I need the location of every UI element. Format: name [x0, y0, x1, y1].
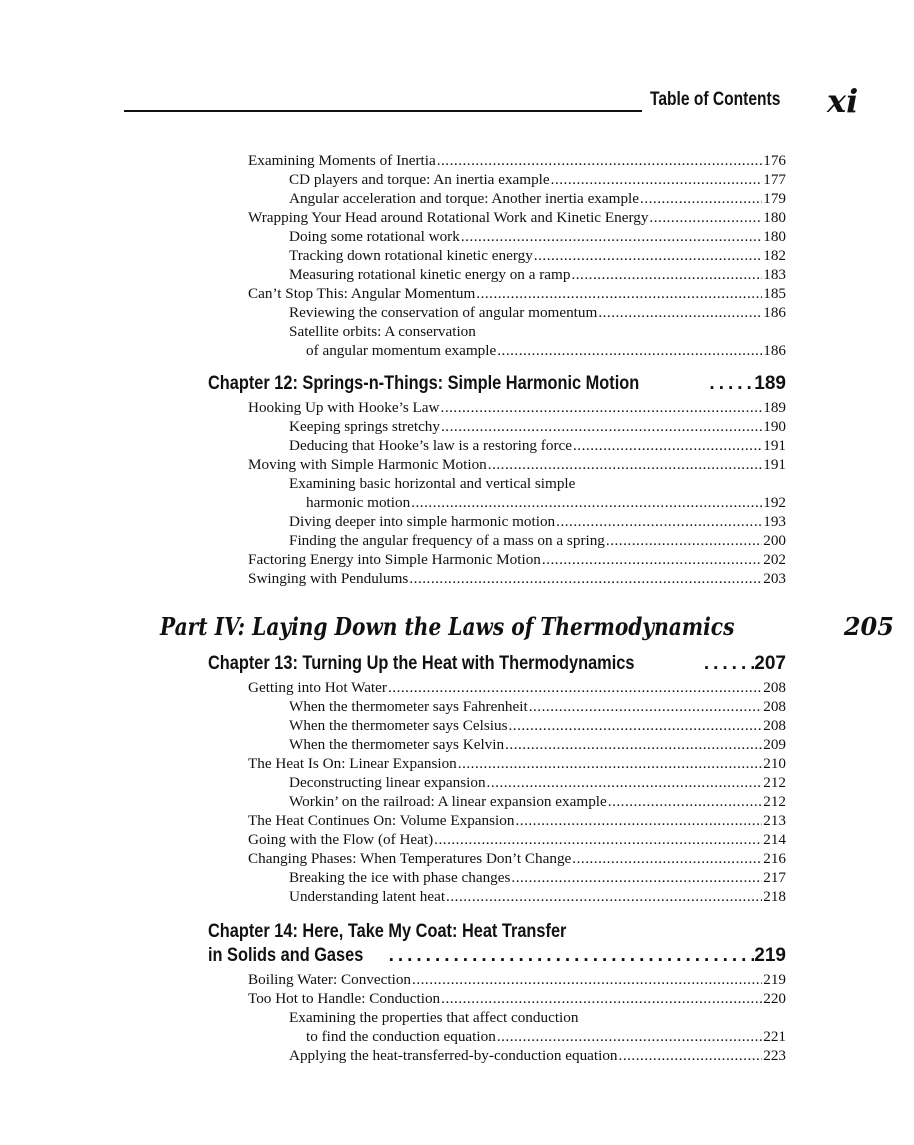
- dot-leader: [446, 887, 762, 906]
- entry-title: When the thermometer says Celsius: [289, 717, 508, 734]
- part-page: 205: [843, 612, 894, 641]
- dot-leader: [434, 830, 762, 849]
- dot-leader: [573, 436, 762, 455]
- entry-title: Deconstructing linear expansion: [289, 774, 486, 791]
- toc-entry[interactable]: [248, 284, 786, 303]
- entry-page: 186: [763, 304, 786, 321]
- entry-title: harmonic motion: [306, 494, 411, 511]
- entry-title: Angular acceleration and torque: Another inertia example: [289, 190, 640, 207]
- dot-leader: [515, 811, 762, 830]
- chapter-page: 189: [754, 373, 786, 394]
- dot-leader: [412, 970, 762, 989]
- dot-leader: [508, 716, 762, 735]
- dot-leader: [704, 652, 754, 676]
- entry-title: Changing Phases: When Temperatures Don’t Change: [248, 850, 572, 867]
- entry-page: 221: [763, 1028, 786, 1045]
- entry-page: 208: [763, 679, 786, 696]
- toc-entry[interactable]: [248, 569, 786, 588]
- dot-leader: [529, 697, 763, 716]
- toc-entry[interactable]: [289, 887, 786, 906]
- toc-entry[interactable]: [248, 151, 786, 170]
- entry-title: Examining the properties that affect conduction: [289, 1009, 579, 1026]
- entry-title: When the thermometer says Fahrenheit: [289, 698, 528, 715]
- toc-entry[interactable]: [248, 849, 786, 868]
- chapter-page: 219: [754, 945, 786, 966]
- dot-leader: [389, 944, 755, 968]
- page-number: xi: [827, 82, 859, 120]
- entry-page: 182: [763, 247, 786, 264]
- entry-title: Finding the angular frequency of a mass on a spring: [289, 532, 605, 549]
- toc-entry[interactable]: [289, 227, 786, 246]
- entry-title: Measuring rotational kinetic energy on a ramp: [289, 266, 571, 283]
- part-title: Part IV: Laying Down the Laws of Thermodynamics: [160, 612, 735, 641]
- entry-title: Breaking the ice with phase changes: [289, 869, 511, 886]
- toc-entry[interactable]: [289, 531, 786, 550]
- entry-title: Diving deeper into simple harmonic motion: [289, 513, 556, 530]
- dot-leader: [388, 678, 762, 697]
- entry-title: Too Hot to Handle: Conduction: [248, 990, 441, 1007]
- dot-leader: [409, 569, 762, 588]
- entry-page: 180: [763, 209, 786, 226]
- entry-page: 180: [763, 228, 786, 245]
- entry-page: 191: [763, 437, 786, 454]
- toc-entry[interactable]: [289, 265, 786, 284]
- entry-page: 200: [763, 532, 786, 549]
- toc-entry[interactable]: [248, 970, 786, 989]
- entry-page: 208: [763, 717, 786, 734]
- table-of-contents: [0, 151, 914, 1065]
- dot-leader: [441, 417, 762, 436]
- entry-page: 214: [763, 831, 786, 848]
- dot-leader: [534, 246, 762, 265]
- entry-title: Reviewing the conservation of angular momentum: [289, 304, 598, 321]
- entry-title: When the thermometer says Kelvin: [289, 736, 505, 753]
- entry-title: Can’t Stop This: Angular Momentum: [248, 285, 476, 302]
- running-head-title: Table of Contents: [650, 89, 781, 110]
- toc-entry[interactable]: [248, 830, 786, 849]
- dot-leader: [649, 208, 762, 227]
- entry-title: Satellite orbits: A conservation: [289, 323, 476, 340]
- dot-leader: [606, 531, 762, 550]
- entry-page: 208: [763, 698, 786, 715]
- dot-leader: [542, 550, 762, 569]
- dot-leader: [458, 754, 762, 773]
- entry-title: Boiling Water: Convection: [248, 971, 412, 988]
- toc-entry[interactable]: [289, 512, 786, 531]
- toc-entry[interactable]: [289, 303, 786, 322]
- entry-title: The Heat Is On: Linear Expansion: [248, 755, 457, 772]
- entry-page: 177: [763, 171, 786, 188]
- header-rule: [124, 110, 642, 112]
- toc-entry[interactable]: [289, 773, 786, 792]
- toc-entry[interactable]: [248, 455, 786, 474]
- toc-section-ch14: [0, 970, 914, 1065]
- dot-leader: [571, 265, 762, 284]
- toc-entry[interactable]: [289, 189, 786, 208]
- toc-entry[interactable]: [248, 989, 786, 1008]
- entry-page: 212: [763, 793, 786, 810]
- toc-entry[interactable]: [248, 208, 786, 227]
- entry-page: 179: [763, 190, 786, 207]
- dot-leader: [487, 773, 763, 792]
- toc-entry[interactable]: [289, 417, 786, 436]
- entry-title: The Heat Continues On: Volume Expansion: [248, 812, 515, 829]
- entry-title: to find the conduction equation: [306, 1028, 496, 1045]
- toc-section-ch12: [0, 398, 914, 588]
- toc-entry[interactable]: [306, 1027, 786, 1046]
- chapter-title: Chapter 13: Turning Up the Heat with Thermodynamics: [208, 653, 635, 674]
- entry-page: 190: [763, 418, 786, 435]
- chapter-14-heading-line1[interactable]: [208, 920, 914, 944]
- entry-page: 191: [763, 456, 786, 473]
- entry-page: 217: [763, 869, 786, 886]
- chapter-13-heading[interactable]: [208, 652, 786, 676]
- entry-page: 193: [763, 513, 786, 530]
- toc-entry[interactable]: [248, 398, 786, 417]
- dot-leader: [551, 170, 763, 189]
- entry-title: Examining Moments of Inertia: [248, 152, 436, 169]
- dot-leader: [488, 455, 762, 474]
- entry-page: 183: [763, 266, 786, 283]
- entry-title: Factoring Energy into Simple Harmonic Motion: [248, 551, 541, 568]
- entry-title: Doing some rotational work: [289, 228, 460, 245]
- entry-page: 212: [763, 774, 786, 791]
- entry-title: CD players and torque: An inertia example: [289, 171, 550, 188]
- toc-entry[interactable]: [306, 493, 786, 512]
- entry-page: 202: [763, 551, 786, 568]
- entry-title: Examining basic horizontal and vertical simple: [289, 475, 576, 492]
- entry-page: 210: [763, 755, 786, 772]
- entry-page: 218: [763, 888, 786, 905]
- dot-leader: [556, 512, 762, 531]
- dot-leader: [441, 989, 762, 1008]
- dot-leader: [476, 284, 762, 303]
- entry-page: 216: [763, 850, 786, 867]
- dot-leader: [572, 849, 762, 868]
- entry-page: 219: [763, 971, 786, 988]
- dot-leader: [437, 151, 763, 170]
- entry-title: Understanding latent heat: [289, 888, 446, 905]
- chapter-title-continued: in Solids and Gases: [208, 945, 364, 966]
- toc-entry-wrapped[interactable]: [289, 322, 786, 341]
- dot-leader: [441, 398, 763, 417]
- dot-leader: [598, 303, 762, 322]
- dot-leader: [505, 735, 762, 754]
- toc-entry[interactable]: [248, 754, 786, 773]
- entry-title: Keeping springs stretchy: [289, 418, 440, 435]
- entry-title: of angular momentum example: [306, 342, 497, 359]
- chapter-title: Chapter 14: Here, Take My Coat: Heat Transfer: [208, 921, 567, 942]
- toc-entry[interactable]: [248, 678, 786, 697]
- dot-leader: [497, 1027, 762, 1046]
- toc-entry[interactable]: [289, 170, 786, 189]
- entry-title: Moving with Simple Harmonic Motion: [248, 456, 487, 473]
- entry-page: 189: [763, 399, 786, 416]
- entry-title: Deducing that Hooke’s law is a restoring force: [289, 437, 572, 454]
- toc-entry[interactable]: [289, 735, 786, 754]
- toc-section-ch13: [0, 678, 914, 906]
- chapter-title: Chapter 12: Springs-n-Things: Simple Harmonic Motion: [208, 373, 640, 394]
- entry-page: 185: [763, 285, 786, 302]
- toc-entry[interactable]: [289, 716, 786, 735]
- dot-leader: [411, 493, 762, 512]
- toc-entry[interactable]: [289, 1046, 786, 1065]
- entry-page: 192: [763, 494, 786, 511]
- toc-section-ch11-continued: [0, 151, 914, 360]
- entry-page: 213: [763, 812, 786, 829]
- dot-leader: [497, 341, 762, 360]
- chapter-14-heading-line2[interactable]: [208, 944, 786, 968]
- entry-page: 209: [763, 736, 786, 753]
- dot-leader: [709, 372, 754, 396]
- toc-entry[interactable]: [289, 436, 786, 455]
- toc-entry[interactable]: [248, 811, 786, 830]
- toc-entry[interactable]: [289, 792, 786, 811]
- toc-entry[interactable]: [248, 550, 786, 569]
- toc-entry[interactable]: [289, 246, 786, 265]
- toc-entry[interactable]: [289, 868, 786, 887]
- entry-title: Tracking down rotational kinetic energy: [289, 247, 533, 264]
- entry-page: 176: [763, 152, 786, 169]
- entry-page: 203: [763, 570, 786, 587]
- entry-title: Going with the Flow (of Heat): [248, 831, 434, 848]
- toc-entry-wrapped[interactable]: [289, 1008, 786, 1027]
- dot-leader: [608, 792, 762, 811]
- entry-page: 223: [763, 1047, 786, 1064]
- toc-entry[interactable]: [289, 697, 786, 716]
- entry-page: 186: [763, 342, 786, 359]
- entry-page: 220: [763, 990, 786, 1007]
- part-4-heading[interactable]: [160, 610, 894, 644]
- dot-leader: [461, 227, 762, 246]
- toc-entry-wrapped[interactable]: [289, 474, 786, 493]
- chapter-12-heading[interactable]: [208, 372, 786, 396]
- entry-title: Wrapping Your Head around Rotational Work and Kinetic Energy: [248, 209, 649, 226]
- entry-title: Hooking Up with Hooke’s Law: [248, 399, 440, 416]
- entry-title: Swinging with Pendulums: [248, 570, 409, 587]
- dot-leader: [511, 868, 762, 887]
- toc-entry[interactable]: [306, 341, 786, 360]
- chapter-page: 207: [754, 653, 786, 674]
- entry-title: Workin’ on the railroad: A linear expansion example: [289, 793, 607, 810]
- entry-title: Getting into Hot Water: [248, 679, 387, 696]
- dot-leader: [619, 1046, 763, 1065]
- entry-title: Applying the heat-transferred-by-conduction equation: [289, 1047, 618, 1064]
- dot-leader: [640, 189, 762, 208]
